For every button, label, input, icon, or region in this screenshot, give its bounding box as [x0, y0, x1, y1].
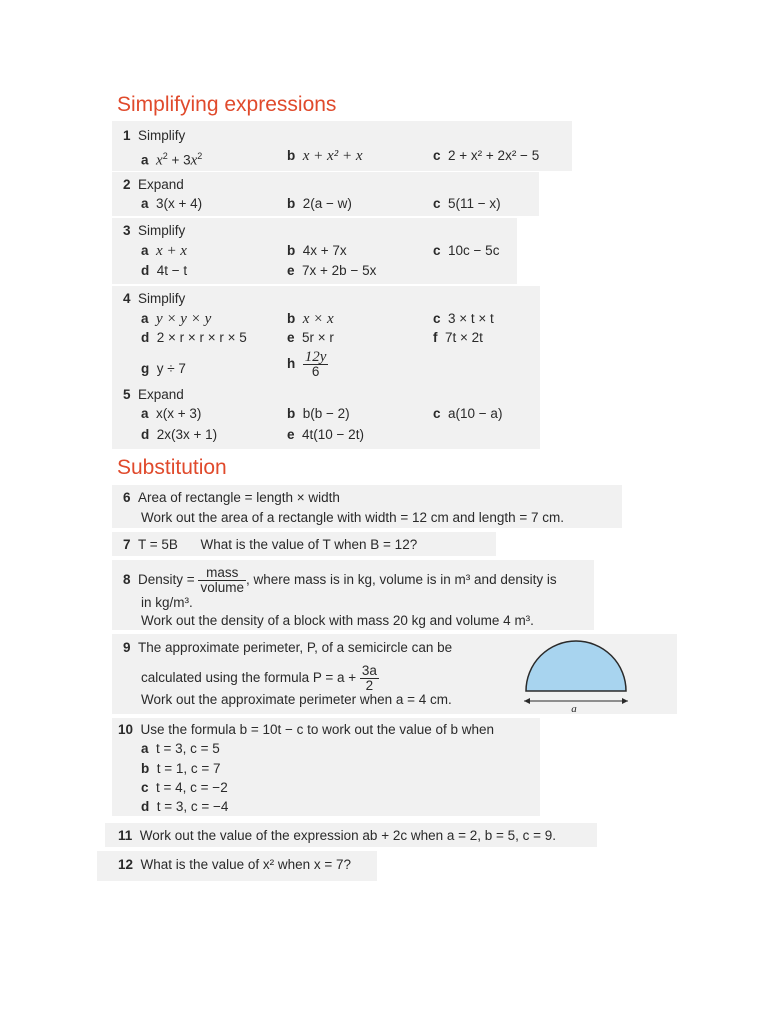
question-3: 3 Simplify	[123, 223, 186, 238]
q1-part-a: a $x^2 + 3x^2$	[141, 151, 203, 169]
question-9-line1: 9 The approximate perimeter, P, of a semicircle can be	[123, 640, 453, 655]
q5-part-d: d 2x(3x + 1)	[141, 427, 218, 442]
section-title-substitution: Substitution	[117, 456, 227, 479]
q4-part-b: b x × x	[287, 311, 334, 327]
question-8-line3: Work out the density of a block with mass 20 kg and volume 4 m³.	[141, 613, 534, 628]
question-12: 12 What is the value of x² when x = 7?	[118, 857, 352, 872]
q10-part-c: c t = 4, c = −2	[141, 780, 228, 795]
q5-part-b: b b(b − 2)	[287, 406, 350, 421]
q9-fraction: $\frac{3a}{2}$	[361, 663, 377, 693]
arrowhead-right	[622, 698, 628, 704]
question-8-line2: in kg/m³.	[141, 595, 193, 610]
q1-part-b: b x + x² + x	[287, 148, 363, 164]
q2-part-c: c 5(11 − x)	[433, 196, 501, 211]
q1-part-c: c 2 + x² + 2x² − 5	[433, 148, 540, 163]
q8-fraction: $\frac{\text{mass}}{\text{volume}}$	[200, 565, 244, 595]
section-title-simplifying: Simplifying expressions	[117, 93, 337, 116]
q3-part-d: d 4t − t	[141, 263, 188, 278]
question-9-line3: Work out the approximate perimeter when a = 4 cm.	[141, 692, 452, 707]
question-4: 4 Simplify	[123, 291, 186, 306]
q3-part-a: a x + x	[141, 243, 187, 259]
q3-part-e: e 7x + 2b − 5x	[287, 263, 377, 278]
q2-part-b: b 2(a − w)	[287, 196, 352, 211]
q4-part-h: h $\frac{12y}{6}$	[287, 349, 327, 379]
q5-part-e: e 4t(10 − 2t)	[287, 427, 364, 442]
question-9-line2: calculated using the formula P = a + $\frac{3a}{2}$	[141, 663, 377, 693]
q5-part-c: c a(10 − a)	[433, 406, 503, 421]
q4-part-e: e 5r × r	[287, 330, 334, 345]
q4-part-a: a y × y × y	[141, 311, 212, 327]
q3-part-c: c 10c − 5c	[433, 243, 500, 258]
q10-part-a: a t = 3, c = 5	[141, 741, 220, 756]
q4-h-fraction: $\frac{12y}{6}$	[304, 349, 327, 379]
arrowhead-left	[524, 698, 530, 704]
question-11: 11 Work out the value of the expression ab + 2c when a = 2, b = 5, c = 9.	[118, 828, 557, 843]
q5-part-a: a x(x + 3)	[141, 406, 202, 421]
semicircle-shape	[526, 641, 626, 691]
q10-part-b: b t = 1, c = 7	[141, 761, 221, 776]
question-2: 2 Expand	[123, 177, 184, 192]
question-5: 5 Expand	[123, 387, 184, 402]
q4-part-c: c 3 × t × t	[433, 311, 494, 326]
q3-part-b: b 4x + 7x	[287, 243, 347, 258]
q4-part-f: f 7t × 2t	[433, 330, 483, 345]
q10-part-d: d t = 3, c = −4	[141, 799, 229, 814]
question-10-intro: 10 Use the formula b = 10t − c to work out the value of b when	[118, 722, 494, 737]
question-6-line2: Work out the area of a rectangle with width = 12 cm and length = 7 cm.	[141, 510, 564, 525]
question-1: 1 Simplify	[123, 128, 186, 143]
question-7: 7 T = 5B What is the value of T when B = 12?	[123, 537, 418, 552]
q4-part-g: g y ÷ 7	[141, 361, 186, 376]
q2-part-a: a 3(x + 4)	[141, 196, 203, 211]
diameter-label: a	[571, 703, 577, 713]
question-8-line1: 8 Density = $\frac{\text{mass}}{\text{volume}}$ , where mass is in kg, volume is in m³ and density is	[123, 565, 557, 595]
q4-part-d: d 2 × r × r × r × 5	[141, 330, 247, 345]
question-6-line1: 6 Area of rectangle = length × width	[123, 490, 340, 505]
semicircle-diagram	[518, 635, 633, 713]
